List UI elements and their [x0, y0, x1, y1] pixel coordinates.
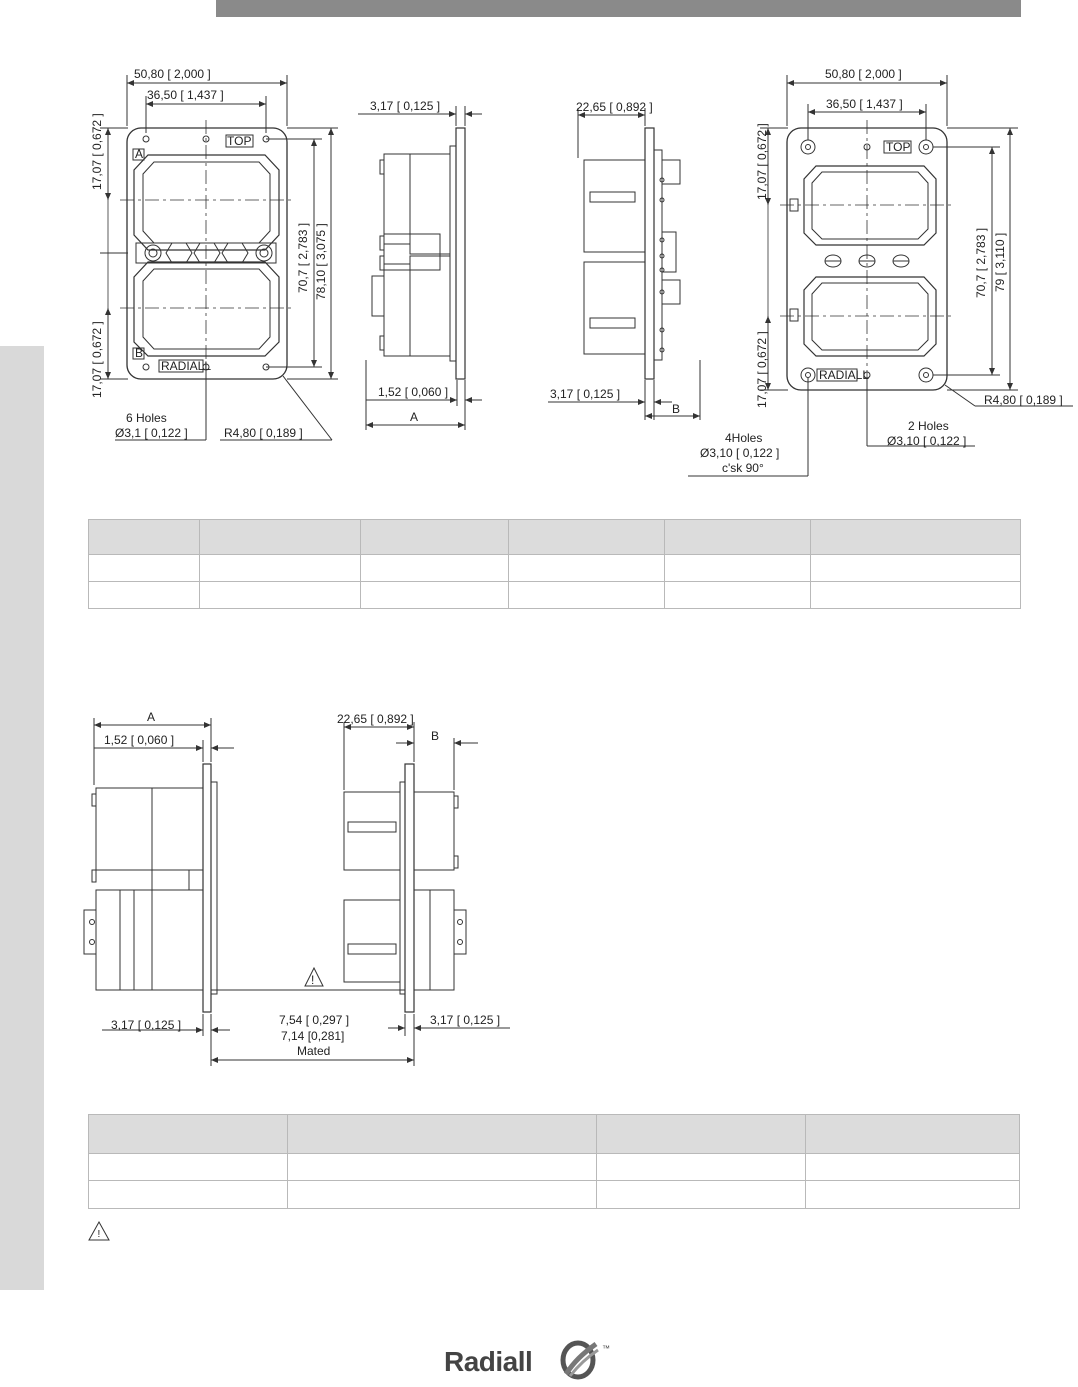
table-header-cell [665, 520, 811, 555]
table-header-cell [288, 1115, 597, 1154]
mated-warn-mark: ! [311, 973, 315, 987]
dim-width-holes-left: 36,50 [ 1,437 ] [147, 88, 224, 102]
maker-label-right: RADIALL [819, 368, 870, 382]
table-cell [665, 555, 811, 582]
spec-table-1 [88, 519, 1021, 609]
radiall-logo [440, 1340, 620, 1380]
side-b-top-dim: 22,65 [ 0,892 ] [576, 100, 653, 114]
mated-right-top-dim: 22,65 [ 0,892 ] [337, 712, 414, 726]
mated-left-bottom-dim: 3,17 [ 0,125 ] [111, 1018, 182, 1032]
radius-left: R4,80 [ 0,189 ] [224, 426, 303, 440]
side-a-label: A [410, 410, 419, 424]
spec-table-2 [88, 1114, 1020, 1209]
table-cell [89, 555, 200, 582]
table-header-cell [806, 1115, 1020, 1154]
trademark-symbol: ™ [602, 1344, 610, 1353]
table-header-cell [361, 520, 509, 555]
dim-height-overall-left: 78,10 [ 3,075 ] [314, 223, 328, 300]
table-header-cell [811, 520, 1021, 555]
mated-b-label: B [431, 729, 440, 743]
table-cell [665, 582, 811, 609]
dim-height-inner-left: 70,7 [ 2,783 ] [296, 222, 310, 293]
table-cell [509, 582, 665, 609]
dim-width-overall-left: 50,80 [ 2,000 ] [134, 67, 211, 81]
table-header-cell [89, 520, 200, 555]
side-a-top-dim: 3,17 [ 0,125 ] [370, 99, 441, 113]
dim-height-inner-right: 70,7 [ 2,783 ] [974, 227, 988, 298]
dim-left-bottom-right: 17,07 [ 0,672 ] [755, 331, 769, 408]
warning-mark: ! [97, 1229, 101, 1240]
mated-line3: Mated [297, 1044, 331, 1058]
table-cell [89, 1181, 288, 1209]
table-cell [200, 582, 361, 609]
dim-left-top: 17,07 [ 0,672 ] [90, 113, 104, 190]
holes-dia-left: Ø3,1 [ 0,122 ] [115, 426, 188, 440]
holes-dia-right: Ø3,10 [ 0,122 ] [887, 434, 967, 448]
csk-angle: c'sk 90° [722, 461, 764, 475]
table-cell [361, 582, 509, 609]
warning-icon [88, 1221, 110, 1241]
top-label-left: TOP [227, 134, 252, 148]
front-view-right [760, 75, 1073, 446]
table-cell [200, 555, 361, 582]
table-header-cell [200, 520, 361, 555]
dim-height-overall-right: 79 [ 3,110 ] [993, 232, 1007, 292]
table-row [89, 1181, 1020, 1209]
table-header-cell [597, 1115, 806, 1154]
mark-a-left: A [135, 147, 144, 161]
table-cell [811, 555, 1021, 582]
table-cell [806, 1154, 1020, 1181]
mated-panel-dim: 1,52 [ 0,060 ] [104, 733, 175, 747]
dim-left-top-right: 17,07 [ 0,672 ] [755, 123, 769, 200]
table-row [89, 555, 1021, 582]
table-header-cell [509, 520, 665, 555]
mark-b-left: B [135, 346, 144, 360]
logo-symbol-icon [556, 1340, 608, 1380]
csk-count: 4Holes [725, 431, 763, 445]
logo-wordmark: Radiall [444, 1346, 533, 1377]
table-cell [811, 582, 1021, 609]
holes-count-right: 2 Holes [908, 419, 949, 433]
table-cell [89, 1154, 288, 1181]
dim-width-holes-right: 36,50 [ 1,437 ] [826, 97, 903, 111]
table-cell [288, 1154, 597, 1181]
holes-count-left: 6 Holes [126, 411, 167, 425]
table-cell [361, 555, 509, 582]
side-view-a [358, 106, 482, 430]
table-header-row [89, 1115, 1020, 1154]
table-cell [597, 1154, 806, 1181]
mated-a-label: A [147, 710, 156, 724]
table-row [89, 582, 1021, 609]
table-cell [597, 1181, 806, 1209]
table-header-row [89, 520, 1021, 555]
table-cell [806, 1181, 1020, 1209]
side-b-bottom-dim: 3,17 [ 0,125 ] [550, 387, 621, 401]
table-cell [288, 1181, 597, 1209]
table-cell [509, 555, 665, 582]
dim-width-overall-right: 50,80 [ 2,000 ] [825, 67, 902, 81]
maker-label-left: RADIALL [161, 359, 212, 373]
csk-dia: Ø3,10 [ 0,122 ] [700, 446, 780, 460]
side-b-label: B [672, 402, 681, 416]
mated-line2: 7,14 [0,281] [281, 1029, 345, 1043]
radius-right: R4,80 [ 0,189 ] [984, 393, 1063, 407]
mated-right-bottom-dim: 3,17 [ 0,125 ] [430, 1013, 501, 1027]
side-a-panel-dim: 1,52 [ 0,060 ] [378, 385, 449, 399]
side-view-b [548, 108, 700, 420]
table-cell [89, 582, 200, 609]
table-header-cell [89, 1115, 288, 1154]
table-row [89, 1154, 1020, 1181]
mated-line1: 7,54 [ 0,297 ] [279, 1013, 350, 1027]
dim-left-bottom: 17,07 [ 0,672 ] [90, 321, 104, 398]
top-label-right: TOP [886, 140, 911, 154]
